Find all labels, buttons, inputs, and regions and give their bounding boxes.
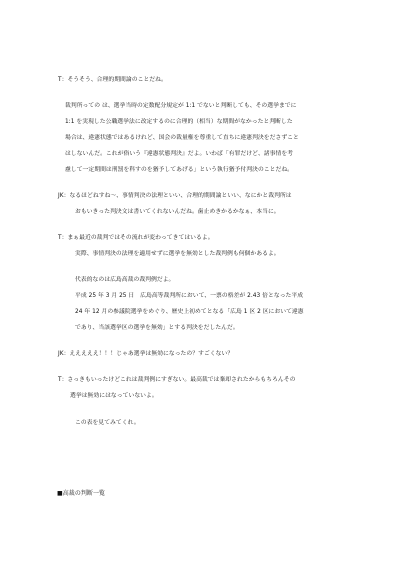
text-line: 選挙は無効にはなっていないよ。 [70,393,158,399]
text-line: 実際、事情判決の法理を適用せずに選挙を無効とした裁判例も何個かあるよ。 [75,251,280,257]
text-line: であり、当該選挙区の選挙を無効」とする判決をだしたんだ。 [75,325,239,331]
text-line: 場合は、違憲状態ではあるけれど、国会の裁量権を尊重して直ちに違憲判決をださずこと [65,135,299,141]
text-line: 1:1 を実現した公職選挙法に改定するのに合理的（相当）な期間がなかったと判断した [65,119,293,125]
text-line: T：そうそう、合理的期間論のことだね。 [58,77,167,83]
text-line: T：さっきもいったけどこれは裁判例にすぎない。最高裁では棄却されたからもちろんその [58,377,296,383]
text-line: はしないんだ。これが俗いう『違憲状態判決』だよ。いわば「有罪だけど、諸事情を考 [65,151,294,157]
text-line: 24 年 12 月の参議院選挙をめぐり、歴史上初めてとなる「広島 1 区 2 区において違憲 [75,309,304,315]
text-line: JK：えええええ！！！じゃあ選挙は無効になったの？すごくない？ [58,351,234,357]
text-line: T：まぁ最近の裁判ではその流れが変わってきてはいるよ。 [58,235,214,241]
text-line: 慮して一定期間は刑罰を科すのを猶予してあげる」という執行猶予付判決のことだね。 [65,167,294,173]
text-line: JK：なるほどねすね〜、事情判決の法理といい、合理的期間論といい、なにかと裁判所は [58,193,292,199]
text-line: おもいきった判決文は書いてくれないんだね。歯止めきかるかなぁ、本当に。 [75,209,280,215]
text-line: この表を見てみてくれ。 [75,420,140,426]
text-line: 裁判所っての は、選挙当時の定数配分規定が 1:1 でないと判断しても、その選挙までに [65,103,297,109]
text-line: 代表的なのは広島高裁の裁判例だよ。 [75,277,175,283]
section-heading: ■高裁の判断一覧 [57,490,106,497]
text-line: 平成 25 年 3 月 25 日 広島高等裁判所において、一票の格差が 2.43 倍となった平成 [75,293,304,299]
